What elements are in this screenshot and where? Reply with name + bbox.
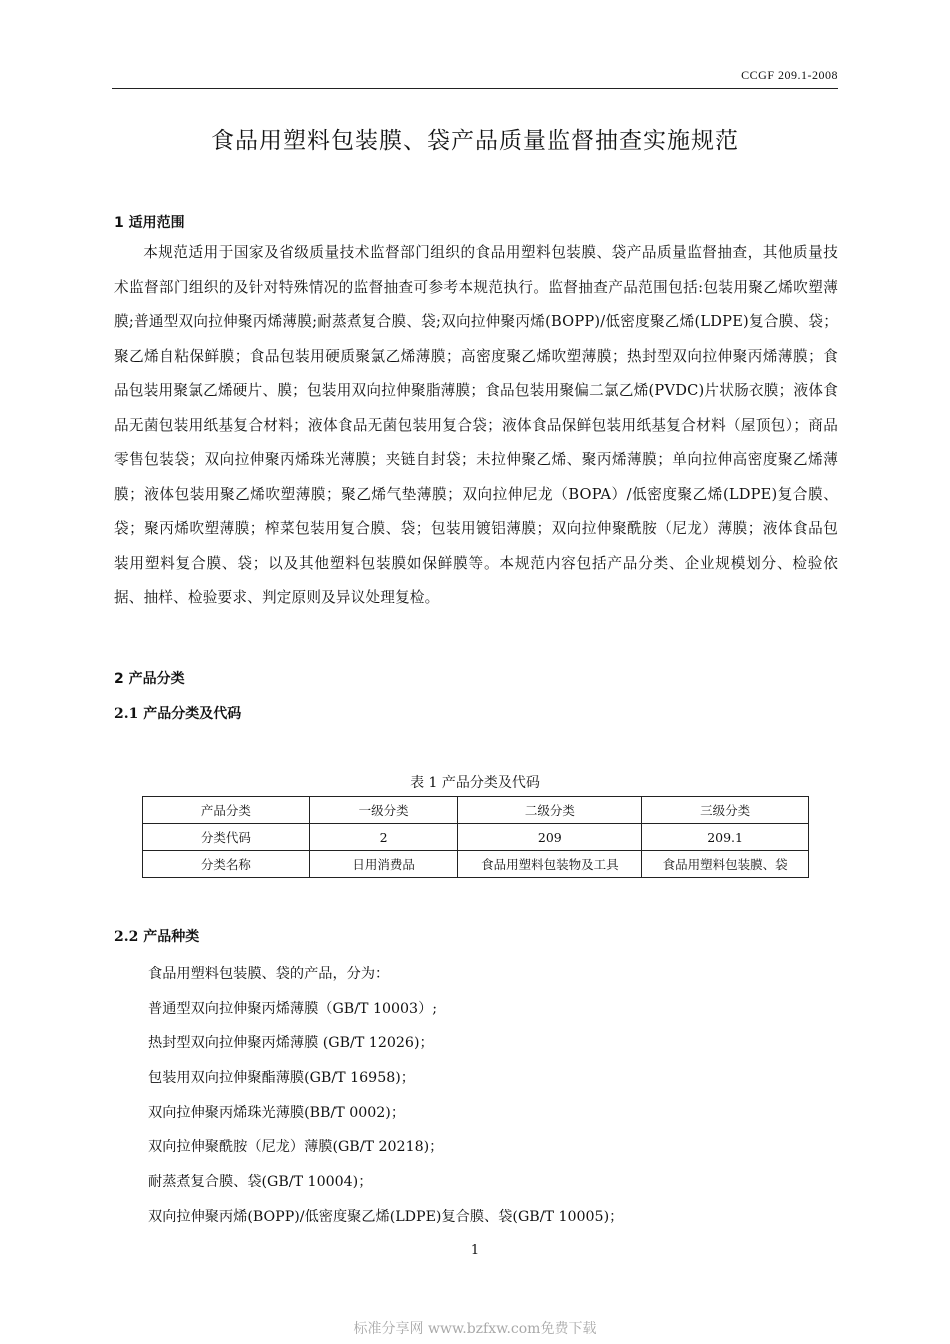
list-item: 耐蒸煮复合膜、袋(GB/T 10004)；: [148, 1174, 373, 1191]
section-2-1-heading: 2.1 产品分类及代码: [114, 706, 242, 722]
header-divider: [112, 88, 838, 89]
product-classification-table: [142, 796, 809, 878]
product-type-list: [148, 957, 623, 1235]
list-item: 双向拉伸聚丙烯(BOPP)/低密度聚乙烯(LDPE)复合膜、袋(GB/T 10005)；: [148, 1208, 624, 1225]
table-header-cell: 二级分类: [458, 797, 642, 824]
document-title: 食品用塑料包装膜、袋产品质量监督抽查实施规范: [211, 128, 739, 154]
list-item: 包装用双向拉伸聚酯薄膜(GB/T 16958)；: [148, 1070, 415, 1087]
table-row: [143, 851, 809, 878]
table-header-cell: 产品分类: [143, 797, 310, 824]
section-2-2-heading: 2.2 产品种类: [114, 929, 200, 945]
section-1-heading: 1 适用范围: [114, 215, 185, 231]
section-1-paragraph: 本规范适用于国家及省级质量技术监督部门组织的食品用塑料包装膜、袋产品质量监督抽查，其他质量技术监督部门组织的及针对特殊情况的监督抽查可参考本规范执行。监督抽查产品范围包括:包装用聚乙烯吹塑薄膜;普通型双向拉伸聚丙烯薄膜;耐蒸煮复合膜、袋;双向拉伸聚丙烯(BOPP)/低密度聚乙烯(LDPE)复合膜、袋；聚乙烯自粘保鲜膜；食品包装用硬质聚氯乙烯薄膜；高密度聚乙烯吹塑薄膜；热封型双向拉伸聚丙烯薄膜；食品包装用聚氯乙烯硬片、膜；包装用双向拉伸聚脂薄膜；食品包装用聚偏二氯乙烯(PVDC)片状肠衣膜；液体食品无菌包装用纸基复合材料；液体食品无菌包装用复合袋；液体食品保鲜包装用纸基复合材料（屋顶包）；商品零售包装袋；双向拉伸聚丙烯珠光薄膜；夹链自封袋；未拉伸聚乙烯、聚丙烯薄膜；单向拉伸高密度聚乙烯薄膜；液体包装用聚乙烯吹塑薄膜；聚乙烯气垫薄膜；双向拉伸尼龙（BOPA）/低密度聚乙烯(LDPE)复合膜、袋；聚丙烯吹塑薄膜；榨菜包装用复合膜、袋；包装用镀铝薄膜；双向拉伸聚酰胺（尼龙）薄膜；液体食品包装用塑料复合膜、袋；以及其他塑料包装膜如保鲜膜等。本规范内容包括产品分类、企业规模划分、检验依据、抽样、检验要求、判定原则及异议处理复检。: [114, 244, 838, 606]
table-caption: 表 1 产品分类及代码: [410, 775, 540, 791]
table-cell: 分类代码: [143, 824, 310, 851]
table-cell: 食品用塑料包装物及工具: [458, 851, 642, 878]
list-item: 热封型双向拉伸聚丙烯薄膜 (GB/T 12026)；: [148, 1035, 434, 1052]
table-header-row: [143, 797, 809, 824]
table-header-cell: 一级分类: [309, 797, 458, 824]
list-item: 普通型双向拉伸聚丙烯薄膜（GB/T 10003）;: [148, 1000, 438, 1017]
table-cell: 分类名称: [143, 851, 310, 878]
table-cell: 209: [458, 824, 642, 851]
list-item: 双向拉伸聚丙烯珠光薄膜(BB/T 0002)；: [148, 1104, 406, 1121]
table-row: [143, 824, 809, 851]
table-header-cell: 三级分类: [642, 797, 809, 824]
document-code: CCGF 209.1-2008: [741, 68, 838, 82]
section-2-heading: 2 产品分类: [114, 671, 185, 687]
table-cell: 209.1: [642, 824, 809, 851]
page-number: 1: [470, 1243, 480, 1258]
table-cell: 日用消费品: [309, 851, 458, 878]
list-item: 双向拉伸聚酰胺（尼龙）薄膜(GB/T 20218)；: [148, 1139, 444, 1156]
table-cell: 2: [309, 824, 458, 851]
table-cell: 食品用塑料包装膜、袋: [642, 851, 809, 878]
list-item: 食品用塑料包装膜、袋的产品，分为：: [148, 966, 390, 982]
watermark-text: 标准分享网 www.bzfxw.com免费下载: [353, 1321, 597, 1337]
